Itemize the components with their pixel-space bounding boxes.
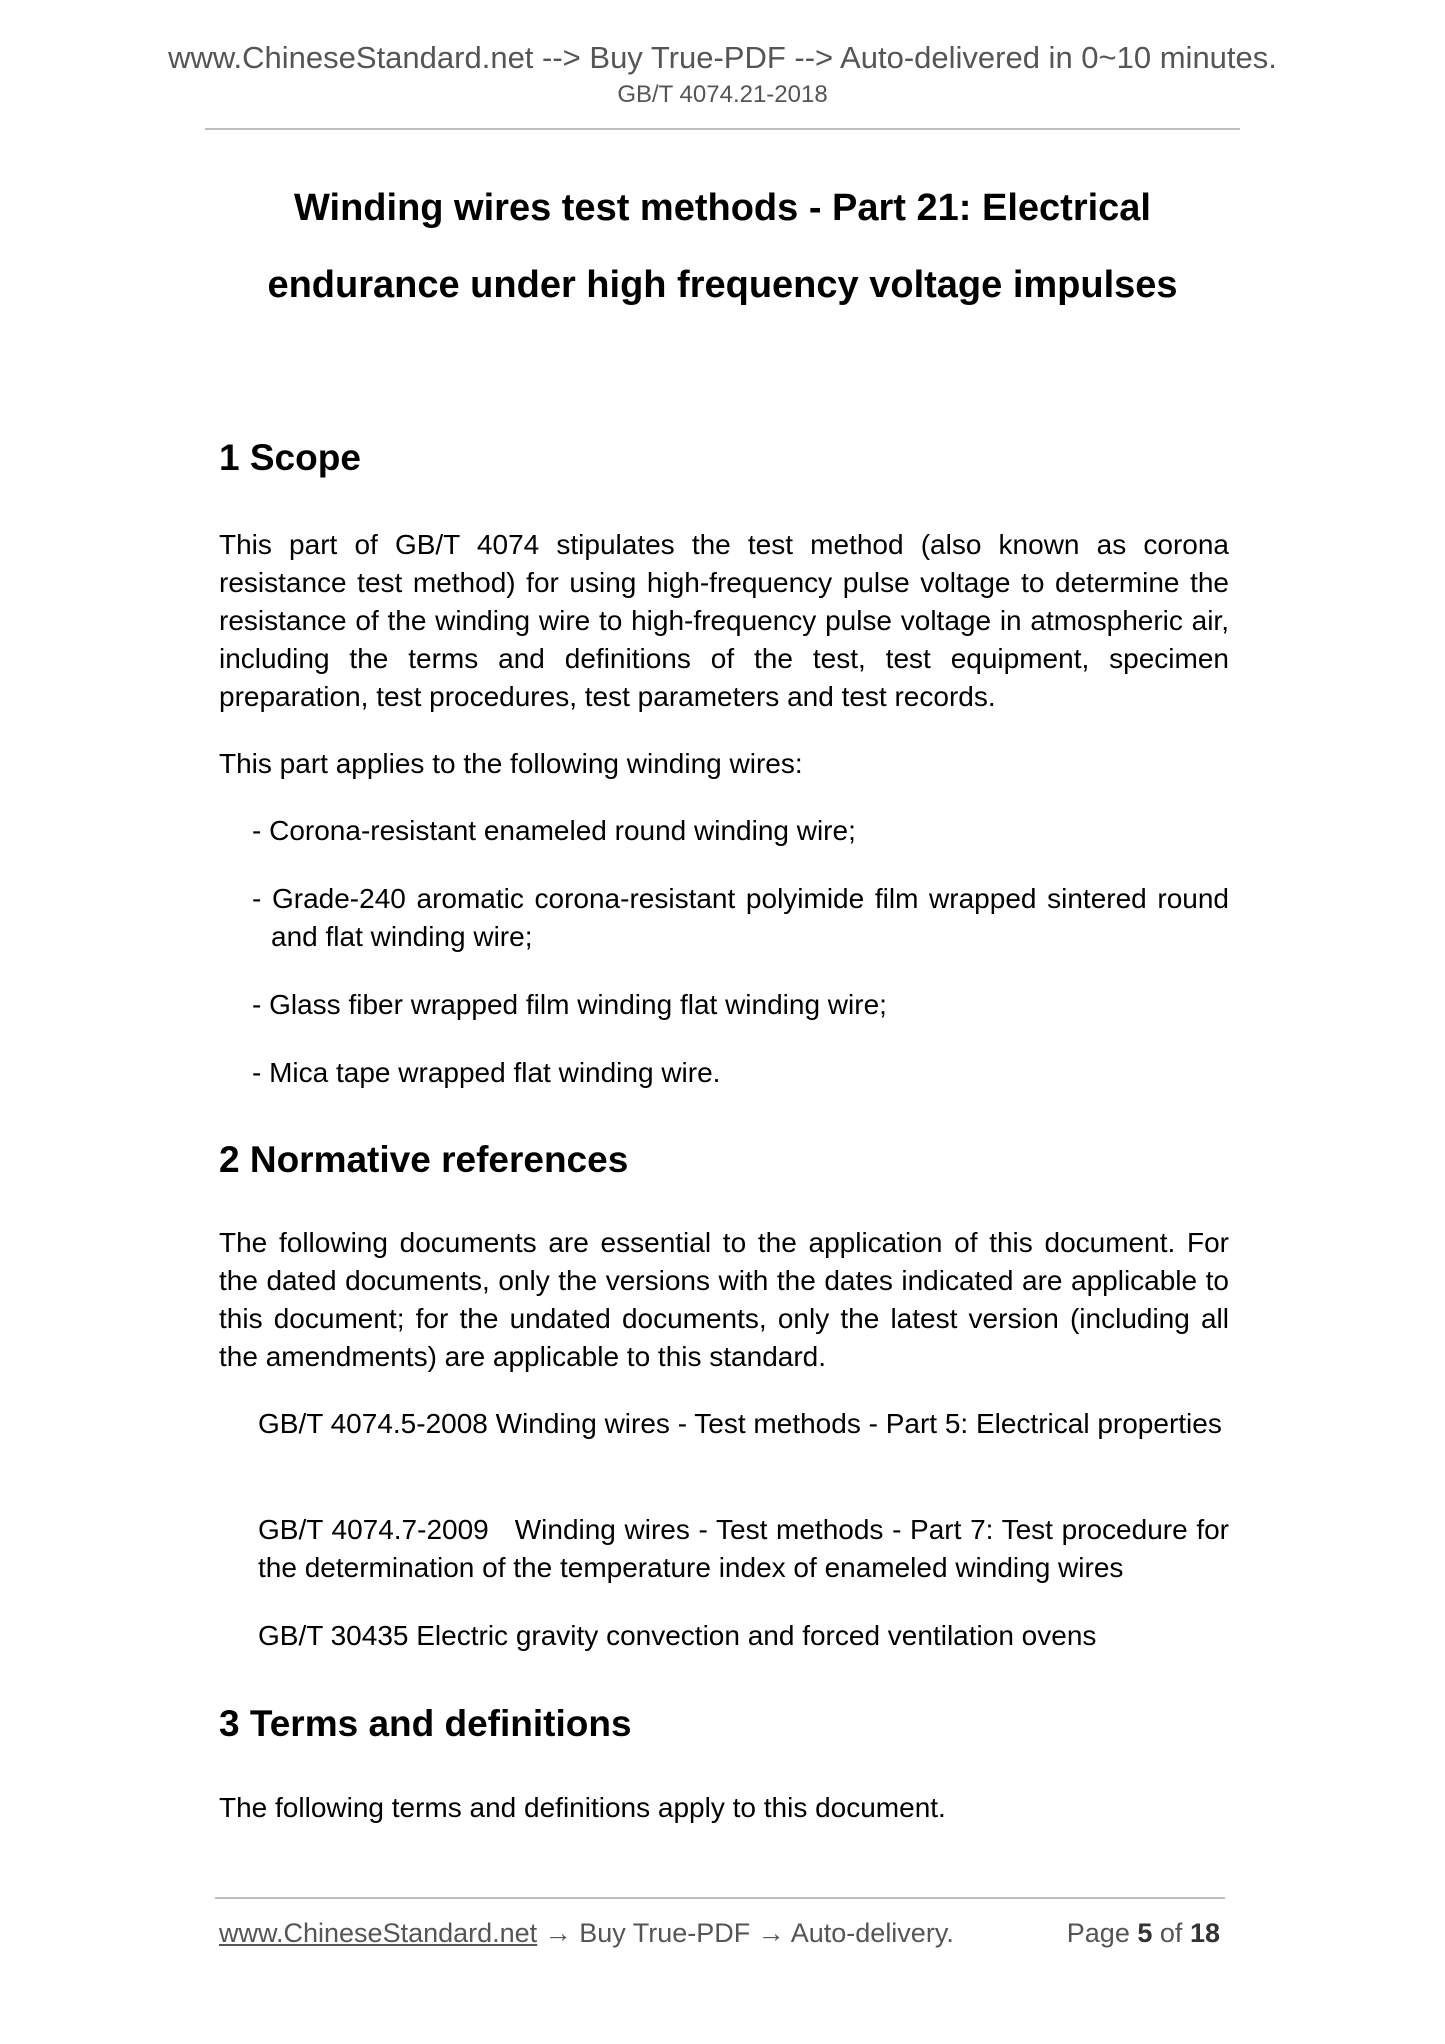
- page-indicator: [1067, 1915, 1220, 1951]
- page-total: 18: [1189, 1918, 1220, 1948]
- normative-reference-1: GB/T 4074.5-2008 Winding wires - Test methods - Part 5: Electrical properties: [258, 1408, 1222, 1439]
- header-divider: [205, 128, 1240, 130]
- scope-bullet-3: - Glass fiber wrapped film winding flat winding wire;: [252, 989, 887, 1020]
- normative-reference-3: GB/T 30435 Electric gravity convection and forced ventilation ovens: [258, 1620, 1097, 1651]
- footer-site-link[interactable]: www.ChineseStandard.net: [219, 1918, 538, 1948]
- scope-paragraph-1: This part of GB/T 4074 stipulates the test method (also known as corona resistance test method) for using high-frequency pulse voltage to determine the resistance of the winding wire to high-frequency pulse voltage in atmospheric air, including the terms and definitions of the test, test equipment, specimen preparation, test procedures, test parameters and test records.: [219, 529, 1229, 712]
- section-heading-scope: 1 Scope: [219, 437, 361, 478]
- footer-delivery-text: → Buy True-PDF → Auto-delivery.: [537, 1918, 954, 1948]
- section-heading-normative-references: 2 Normative references: [219, 1139, 629, 1180]
- footer-link-text: [219, 1915, 954, 1951]
- page-of-label: of: [1159, 1918, 1183, 1948]
- scope-bullet-2: - Grade-240 aromatic corona-resistant polyimide film wrapped sintered round and flat winding wire;: [252, 883, 1229, 952]
- normative-reference-2: GB/T 4074.7-2009 Winding wires - Test methods - Part 7: Test procedure for the determination of the temperature index of enameled winding wires: [258, 1514, 1229, 1583]
- page-label: Page: [1066, 1918, 1130, 1948]
- scope-bullet-4: - Mica tape wrapped flat winding wire.: [252, 1057, 721, 1088]
- section-heading-terms-definitions: 3 Terms and definitions: [219, 1703, 632, 1744]
- scope-paragraph-2: This part applies to the following winding wires:: [219, 748, 803, 779]
- document-title-line-1: Winding wires test methods - Part 21: Electrical: [294, 187, 1151, 229]
- document-title: [200, 170, 1245, 324]
- normative-paragraph-1: The following documents are essential to the application of this document. For the dated documents, only the versions with the dates indicated are applicable to this document; for the undated documents, only the latest version (including all the amendments) are applicable to this standard.: [219, 1227, 1229, 1372]
- terms-paragraph-1: The following terms and definitions apply to this document.: [219, 1792, 946, 1823]
- scope-bullet-1: - Corona-resistant enameled round winding wire;: [252, 815, 856, 846]
- header-doc-code: GB/T 4074.21-2018: [617, 81, 828, 108]
- footer-divider: [215, 1897, 1225, 1899]
- page-number: 5: [1137, 1918, 1153, 1948]
- document-title-line-2: endurance under high frequency voltage impulses: [267, 264, 1178, 306]
- header-banner: www.ChineseStandard.net --> Buy True-PDF --> Auto-delivered in 0~10 minutes.: [168, 40, 1277, 75]
